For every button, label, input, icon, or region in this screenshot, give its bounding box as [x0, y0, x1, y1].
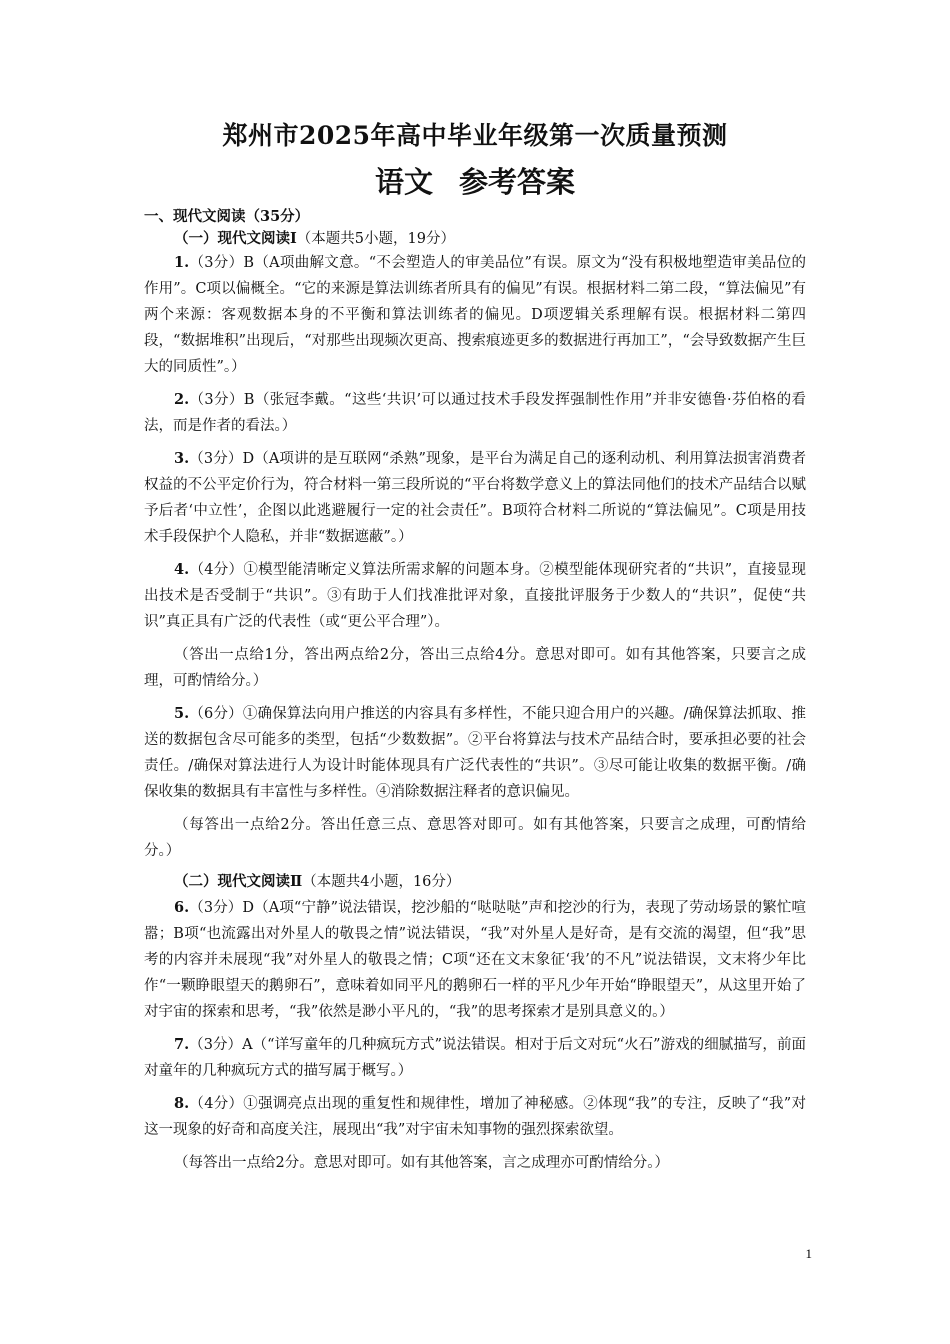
scoring-note-5: （每答出一点给2分。答出任意三点、意思答对即可。如有其他答案，只要言之成理，可酌情给分。）: [144, 817, 806, 859]
question-7: [144, 1032, 806, 1084]
question-number: 4.: [174, 561, 190, 578]
question-answer: （3分）D（A项“宁静”说法错误，挖沙船的“哒哒哒”声和挖沙的行为，表现了劳动场景的繁忙喧嚣；B项“也流露出对外星人的敬畏之情”说法错误，“我”对外星人是好奇，是有交流的渴望，但“我”思考的内容并未展现“我”对外星人的敬畏之情；C项“还在文末象征‘我’的不凡”说法错误，文末将少年比作“一颗睁眼望天的鹅卵石”，意味着如同平凡的鹅卵石一样的平凡少年开始“睁眼望天”，从这里开始了对宇宙的探索和思考，“我”依然是渺小平凡的，“我”的思考探索才是别具意义的。）: [144, 900, 806, 1020]
scoring-note-4: （答出一点给1分，答出两点给2分，答出三点给4分。意思对即可。如有其他答案，只要言之成理，可酌情给分。）: [144, 647, 806, 689]
question-number: 3.: [174, 450, 190, 467]
section-heading: 一、现代文阅读（35分）: [144, 208, 310, 225]
question-1: [144, 250, 806, 380]
question-3: [144, 446, 806, 550]
question-number: 7.: [174, 1036, 190, 1053]
question-number: 5.: [174, 705, 190, 722]
question-answer: （4分）①模型能清晰定义算法所需求解的问题本身。②模型能体现研究者的“共识”，直接显现出技术是否受制于“共识”。③有助于人们找准批评对象，直接批评服务于少数人的“共识”，促使“共识”真正具有广泛的代表性（或“更公平合理”）。: [144, 562, 806, 630]
question-answer: （4分）①强调亮点出现的重复性和规律性，增加了神秘感。②体现“我”的专注，反映了“我”对这一现象的好奇和高度关注，展现出“我”对宇宙未知事物的强烈探索欲望。: [144, 1096, 806, 1138]
question-5: [144, 701, 806, 805]
part-info: （本题共5小题，19分）: [296, 231, 455, 247]
question-number: 8.: [174, 1095, 190, 1112]
part-label: （二）现代文阅读Ⅱ: [174, 873, 303, 890]
question-answer: （3分）A（“详写童年的几种疯玩方式”说法错误。相对于后文对玩“火石”游戏的细腻描写，前面对童年的几种疯玩方式的描写属于概写。）: [144, 1037, 806, 1079]
question-number: 1.: [174, 254, 190, 271]
scoring-note-8: （每答出一点给2分。意思对即可。如有其他答案，言之成理亦可酌情给分。）: [174, 1155, 669, 1171]
question-8: [144, 1091, 806, 1143]
question-answer: （3分）D（A项讲的是互联网“杀熟”现象，是平台为满足自己的逐利动机、利用算法损害消费者权益的不公平定价行为，符合材料一第三段所说的“平台将数学意义上的算法同他们的技术产品结合以赋予后者‘中立性’，企图以此逃避履行一定的社会责任”。B项符合材料二所说的“算法偏见”。C项是用技术手段保护个人隐私，并非“数据遮蔽”。）: [144, 451, 806, 545]
page-number: 1: [805, 1246, 812, 1261]
question-number: 2.: [174, 391, 190, 408]
part-heading-1: [144, 228, 806, 250]
subtitle-subject: 语文: [374, 165, 433, 199]
question-4: [144, 557, 806, 635]
part-label: （一）现代文阅读Ⅰ: [174, 230, 297, 247]
question-6: [144, 895, 806, 1025]
subtitle-answer: 参考答案: [459, 165, 576, 199]
part-heading-2: [144, 871, 806, 893]
part-info: （本题共4小题，16分）: [302, 874, 461, 890]
question-answer: （6分）①确保算法向用户推送的内容具有多样性，不能只迎合用户的兴趣。/确保算法抓取、推送的数据包含尽可能多的类型，包括“少数数据”。②平台将算法与技术产品结合时，要承担必要的社会责任。/确保对算法进行人为设计时能体现具有广泛代表性的“共识”。③尽可能让收集的数据平衡。/确保收集的数据具有丰富性与多样性。④消除数据注释者的意识偏见。: [144, 706, 806, 800]
question-number: 6.: [174, 899, 190, 916]
question-answer: （3分）B（张冠李戴。“这些‘共识’可以通过技术手段发挥强制性作用”并非安德鲁·芬伯格的看法，而是作者的看法。）: [144, 392, 806, 434]
document-subtitle: [144, 162, 806, 202]
document-title: 郑州市2025年高中毕业年级第一次质量预测: [222, 121, 728, 150]
question-answer: （3分）B（A项曲解文意。“不会塑造人的审美品位”有误。原文为“没有积极地塑造审美品位的作用”。C项以偏概全。“它的来源是算法训练者所具有的偏见”有误。根据材料二第二段，“算法偏见”有两个来源：客观数据本身的不平衡和算法训练者的偏见。D项逻辑关系理解有误。根据材料二第四段，“数据堆积”出现后，“对那些出现频次更高、搜索痕迹更多的数据进行再加工”，“会导致数据产生巨大的同质性”。）: [144, 255, 806, 375]
question-2: [144, 387, 806, 439]
